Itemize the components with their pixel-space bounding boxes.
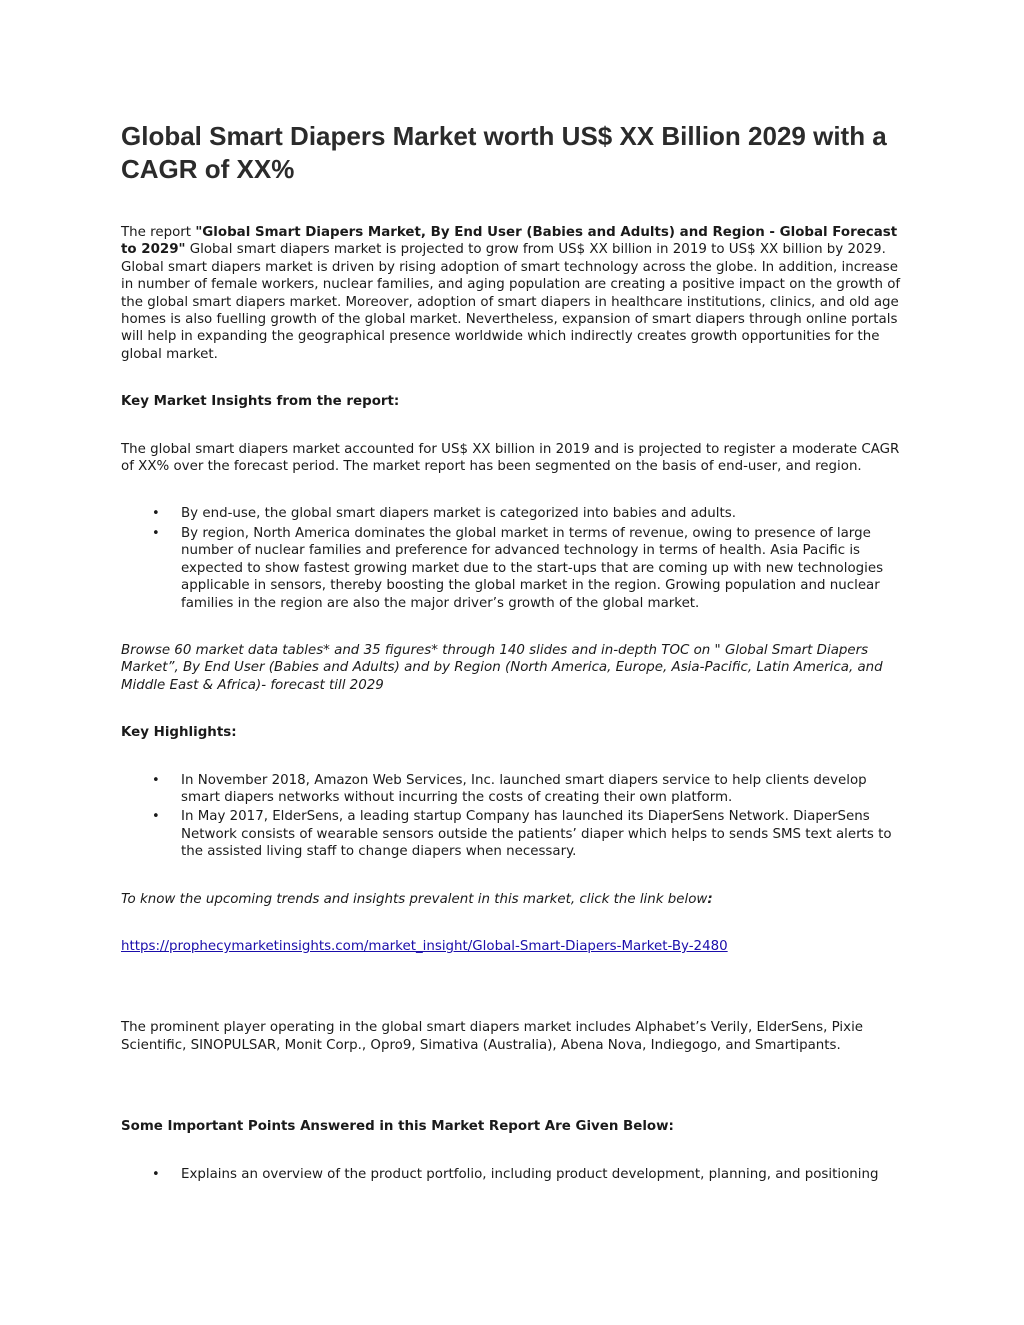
bullet-icon: •: [152, 506, 160, 522]
list-item-text: In November 2018, Amazon Web Services, Inc. launched smart diapers service to help clients develop smart diapers networks without incurring the costs of creating their own platform.: [181, 772, 867, 805]
points-heading: Some Important Points Answered in this Market Report Are Given Below:: [121, 1119, 674, 1135]
page-title: Global Smart Diapers Market worth US$ XX Billion 2029 with a CAGR of XX%: [121, 121, 887, 184]
points-list: [121, 1166, 907, 1183]
intro-paragraph: [121, 224, 907, 363]
list-item-text: In May 2017, ElderSens, a leading startup Company has launched its DiaperSens Network. DiaperSens Network consists of wearable sensors outside the patients’ diaper which helps to sends SMS text alerts to the assisted living staff to change diapers when necessary.: [181, 809, 892, 860]
link-paragraph: [121, 938, 907, 955]
list-item: [121, 505, 907, 522]
insights-list: [121, 505, 907, 611]
list-item: [121, 1166, 907, 1183]
cta-colon: :: [707, 891, 713, 907]
highlights-heading: Key Highlights:: [121, 725, 237, 741]
browse-note: Browse 60 market data tables* and 35 figures* through 140 slides and in-depth TOC on " Global Smart Diapers Market”, By End User (Babies and Adults) and by Region (North America, Europe, Asia-Pacific, Latin America, and Middle East & Africa)- forecast till 2029: [121, 642, 883, 693]
document-page: [121, 120, 907, 1213]
list-item: [121, 808, 907, 860]
intro-prefix: The report: [121, 225, 196, 240]
list-item: [121, 772, 907, 807]
list-item-text: By region, North America dominates the global market in terms of revenue, owing to presence of large number of nuclear families and preference for advanced technology in terms of health. Asia Pacific is expected to show fastest growing market due to the start-ups that are coming up with new technologies applicable in sensors, thereby boosting the global market in the region. Growing population and nuclear families in the region are also the major driver’s growth of the global market.: [181, 525, 884, 611]
bullet-icon: •: [152, 772, 160, 788]
cta-sentence: To know the upcoming trends and insights prevalent in this market, click the link below: [121, 891, 708, 907]
report-name: "Global Smart Diapers Market, By End User (Babies and Adults) and Region - Global Forecast to 2029": [121, 225, 898, 258]
bullet-icon: •: [152, 525, 160, 541]
players-paragraph: The prominent player operating in the global smart diapers market includes Alphabet’s Verily, ElderSens, Pixie Scientific, SINOPULSAR, Monit Corp., Opro9, Simativa (Australia), Abena Nova, Indiegogo, and Smartipants.: [121, 1020, 864, 1053]
report-link[interactable]: https://prophecymarketinsights.com/market_insight/Global-Smart-Diapers-Market-By-2480: [121, 938, 728, 954]
cta-text: [121, 891, 907, 908]
bullet-icon: •: [152, 1166, 160, 1182]
insights-paragraph: The global smart diapers market accounted for US$ XX billion in 2019 and is projected to register a moderate CAGR of XX% over the forecast period. The market report has been segmented on the basis of end-user, and region.: [121, 441, 900, 475]
list-item-text: By end-use, the global smart diapers market is categorized into babies and adults.: [181, 506, 736, 522]
highlights-list: [121, 772, 907, 861]
list-item-text: Explains an overview of the product portfolio, including product development, planning, and positioning: [181, 1166, 879, 1182]
bullet-icon: •: [152, 809, 160, 825]
list-item: [121, 525, 907, 612]
insights-heading: Key Market Insights from the report:: [121, 394, 400, 410]
intro-body: Global smart diapers market is projected to grow from US$ XX billion in 2019 to US$ XX billion by 2029. Global smart diapers market is driven by rising adoption of smart technology across the globe. In addition, increase in number of female workers, nuclear families, and aging population are creating a positive impact on the growth of the global smart diapers market. Moreover, adoption of smart diapers in healthcare institutions, clinics, and old age homes is also fuelling growth of the global market. Nevertheless, expansion of smart diapers through online portals will help in expanding the geographical presence worldwide which indirectly creates growth opportunities for the global market.: [121, 242, 901, 362]
